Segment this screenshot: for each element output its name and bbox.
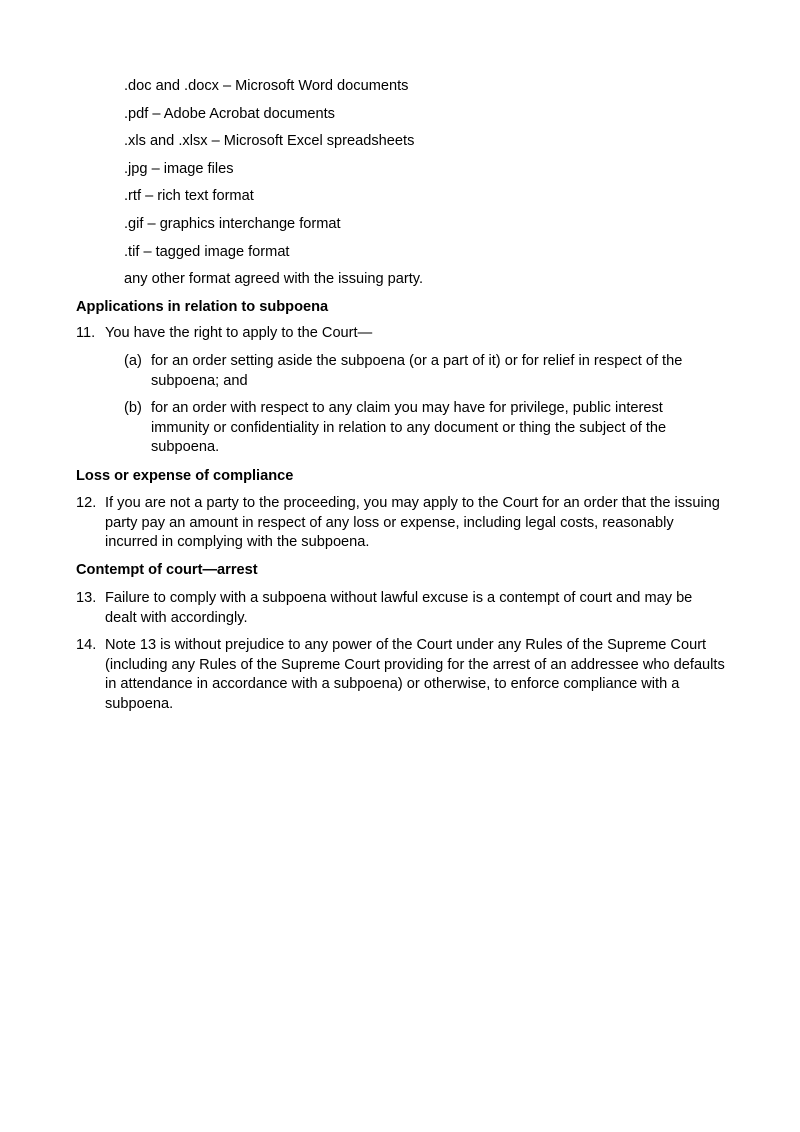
note-paragraph-13 [76, 589, 726, 628]
format-item-other: any other format agreed with the issuing party. [124, 271, 424, 288]
format-item-jpg: .jpg – image files [124, 160, 234, 177]
note-text: You have the right to apply to the Court— [105, 325, 373, 341]
sub-item-a [124, 352, 704, 391]
note-text: Note 13 is without prejudice to any power of the Court under any Rules of the Supreme Court (including any Rules of the Supreme Court providing for the arrest of an addressee who defaults in attendance in accordance with a subpoena) or otherwise, to enforce compliance with a subpoena. [105, 637, 725, 712]
format-item-rtf: .rtf – rich text format [124, 188, 254, 205]
format-item-gif: .gif – graphics interchange format [124, 215, 341, 232]
note-paragraph-11 [76, 324, 726, 344]
note-number: 13. [76, 590, 97, 606]
note-paragraph-12 [76, 494, 726, 553]
sub-item-text: for an order setting aside the subpoena (or a part of it) or for relief in respect of the subpoena; and [151, 353, 683, 389]
format-item-tif: .tif – tagged image format [124, 243, 290, 260]
sub-item-label: (a) [124, 353, 142, 369]
format-item-xls: .xls and .xlsx – Microsoft Excel spreadsheets [124, 133, 415, 150]
note-paragraph-14 [76, 636, 726, 714]
note-text: Failure to comply with a subpoena without lawful excuse is a contempt of court and may be dealt with accordingly. [105, 590, 693, 626]
note-number: 12. [76, 495, 97, 511]
sub-item-b [124, 399, 704, 458]
sub-item-label: (b) [124, 400, 142, 416]
section-heading-contempt: Contempt of court—arrest [76, 562, 258, 578]
format-item-pdf: .pdf – Adobe Acrobat documents [124, 105, 335, 122]
note-text: If you are not a party to the proceeding, you may apply to the Court for an order that the issuing party pay an amount in respect of any loss or expense, including legal costs, reasonably incurred in complying with the subpoena. [105, 495, 720, 551]
section-heading-loss: Loss or expense of compliance [76, 468, 294, 484]
note-number: 14. [76, 637, 97, 653]
note-number: 11. [76, 325, 96, 341]
section-heading-applications: Applications in relation to subpoena [76, 299, 329, 315]
format-item-doc: .doc and .docx – Microsoft Word documents [124, 78, 409, 94]
sub-item-text: for an order with respect to any claim you may have for privilege, public interest immunity or confidentiality in relation to any document or thing the subject of the subpoena. [151, 400, 667, 456]
accepted-formats-list [124, 76, 423, 297]
